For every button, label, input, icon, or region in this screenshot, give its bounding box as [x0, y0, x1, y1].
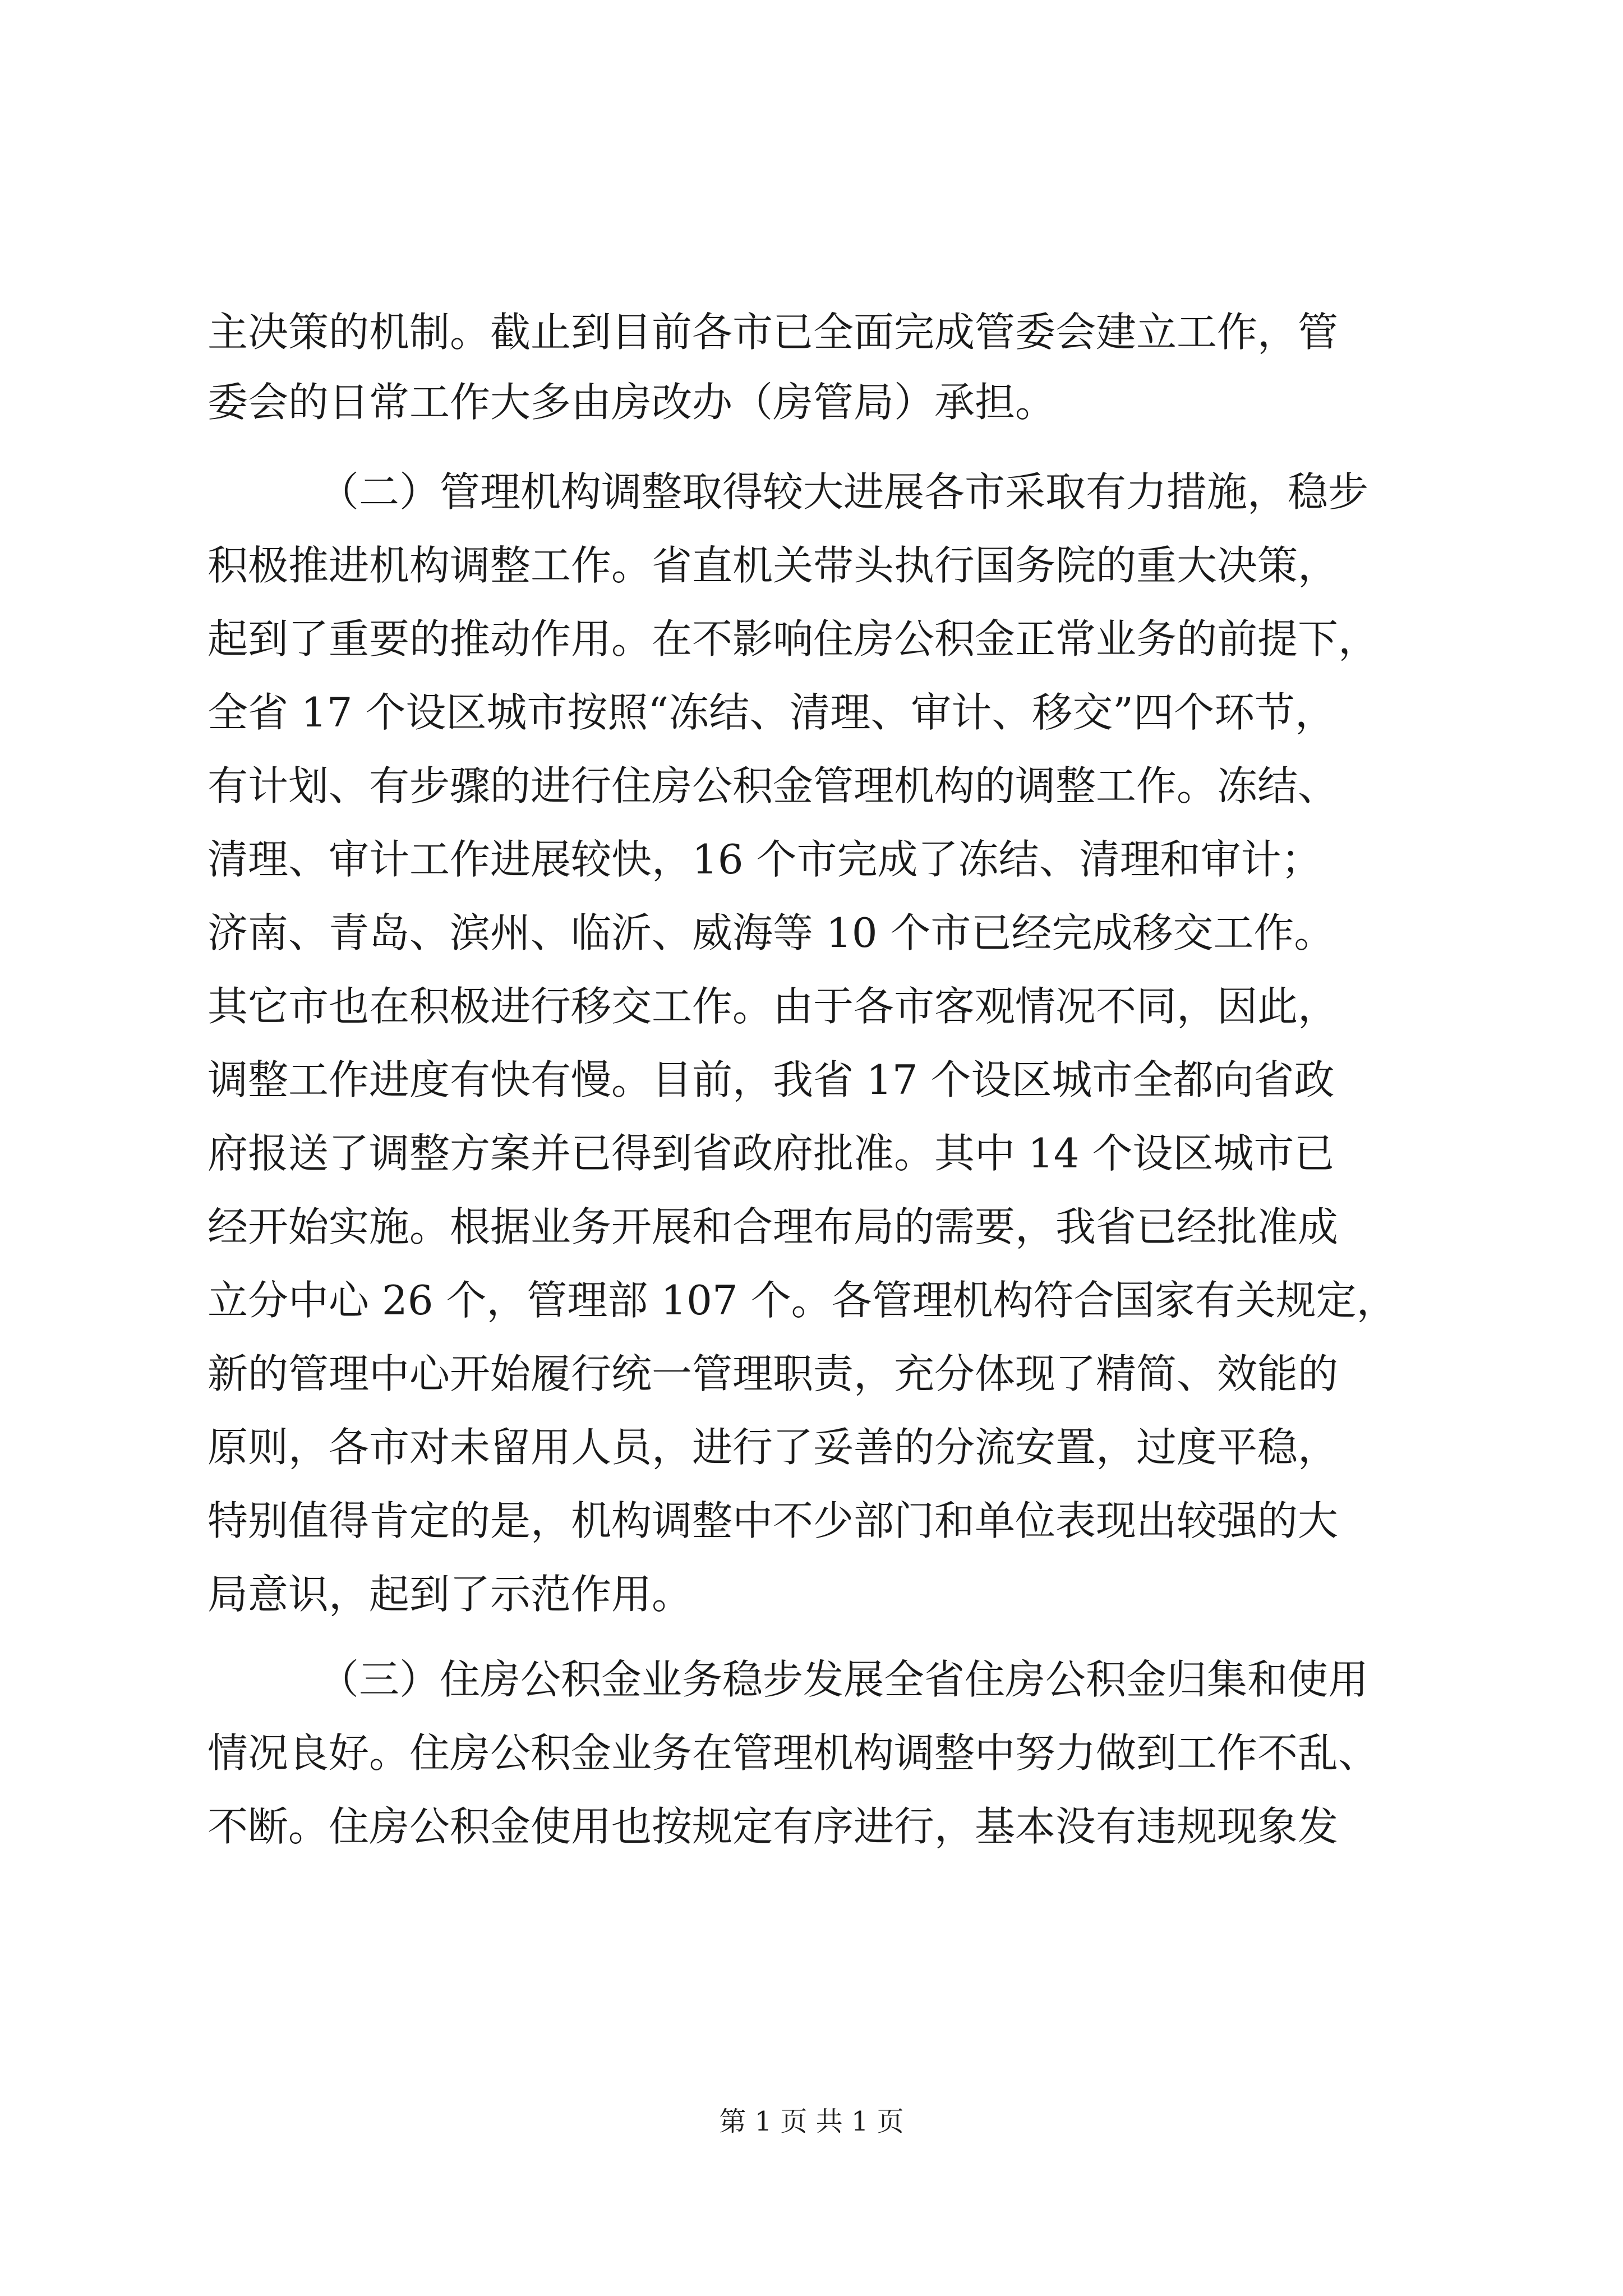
- text-line: 积极推进机构调整工作。省直机关带头执行国务院的重大决策，: [208, 542, 1339, 589]
- text-line: 新的管理中心开始履行统一管理职责，充分体现了精简、效能的: [208, 1350, 1339, 1397]
- text-line: 特别值得肯定的是，机构调整中不少部门和单位表现出较强的大: [208, 1497, 1339, 1544]
- text-line: （二）管理机构调整取得较大进展各市采取有力措施，稳步: [319, 468, 1369, 516]
- text-line: 委会的日常工作大多由房改办（房管局）承担。: [208, 379, 1056, 426]
- text-line: 不断。住房公积金使用也按规定有序进行，基本没有违规现象发: [208, 1803, 1339, 1850]
- text-line: 清理、审计工作进展较快，16 个市完成了冻结、清理和审计；: [208, 836, 1322, 883]
- text-line: 局意识，起到了示范作用。: [208, 1571, 693, 1618]
- text-line: 立分中心 26 个，管理部 107 个。各管理机构符合国家有关规定，: [208, 1277, 1397, 1324]
- text-line: 调整工作进度有快有慢。目前，我省 17 个设区城市全都向省政: [208, 1056, 1335, 1103]
- text-line: （三）住房公积金业务稳步发展全省住房公积金归集和使用: [319, 1656, 1369, 1703]
- text-line: 有计划、有步骤的进行住房公积金管理机构的调整工作。冻结、: [208, 762, 1339, 809]
- text-line: 原则，各市对未留用人员，进行了妥善的分流安置，过度平稳，: [208, 1424, 1339, 1471]
- text-line: 其它市也在积极进行移交工作。由于各市客观情况不同，因此，: [208, 983, 1339, 1030]
- text-line: 全省 17 个设区城市按照“冻结、清理、审计、移交”四个环节，: [208, 689, 1336, 736]
- text-line: 情况良好。住房公积金业务在管理机构调整中努力做到工作不乱、: [208, 1729, 1379, 1777]
- text-line: 经开始实施。根据业务开展和合理布局的需要，我省已经批准成: [208, 1203, 1339, 1250]
- text-line: 府报送了调整方案并已得到省政府批准。其中 14 个设区城市已: [208, 1130, 1335, 1177]
- text-line: 主决策的机制。截止到目前各市已全面完成管委会建立工作，管: [208, 309, 1339, 356]
- text-line: 起到了重要的推动作用。在不影响住房公积金正常业务的前提下，: [208, 615, 1379, 662]
- page-number-footer: 第 1 页 共 1 页: [719, 2106, 904, 2137]
- text-line: 济南、青岛、滨州、临沂、威海等 10 个市已经完成移交工作。: [208, 909, 1335, 956]
